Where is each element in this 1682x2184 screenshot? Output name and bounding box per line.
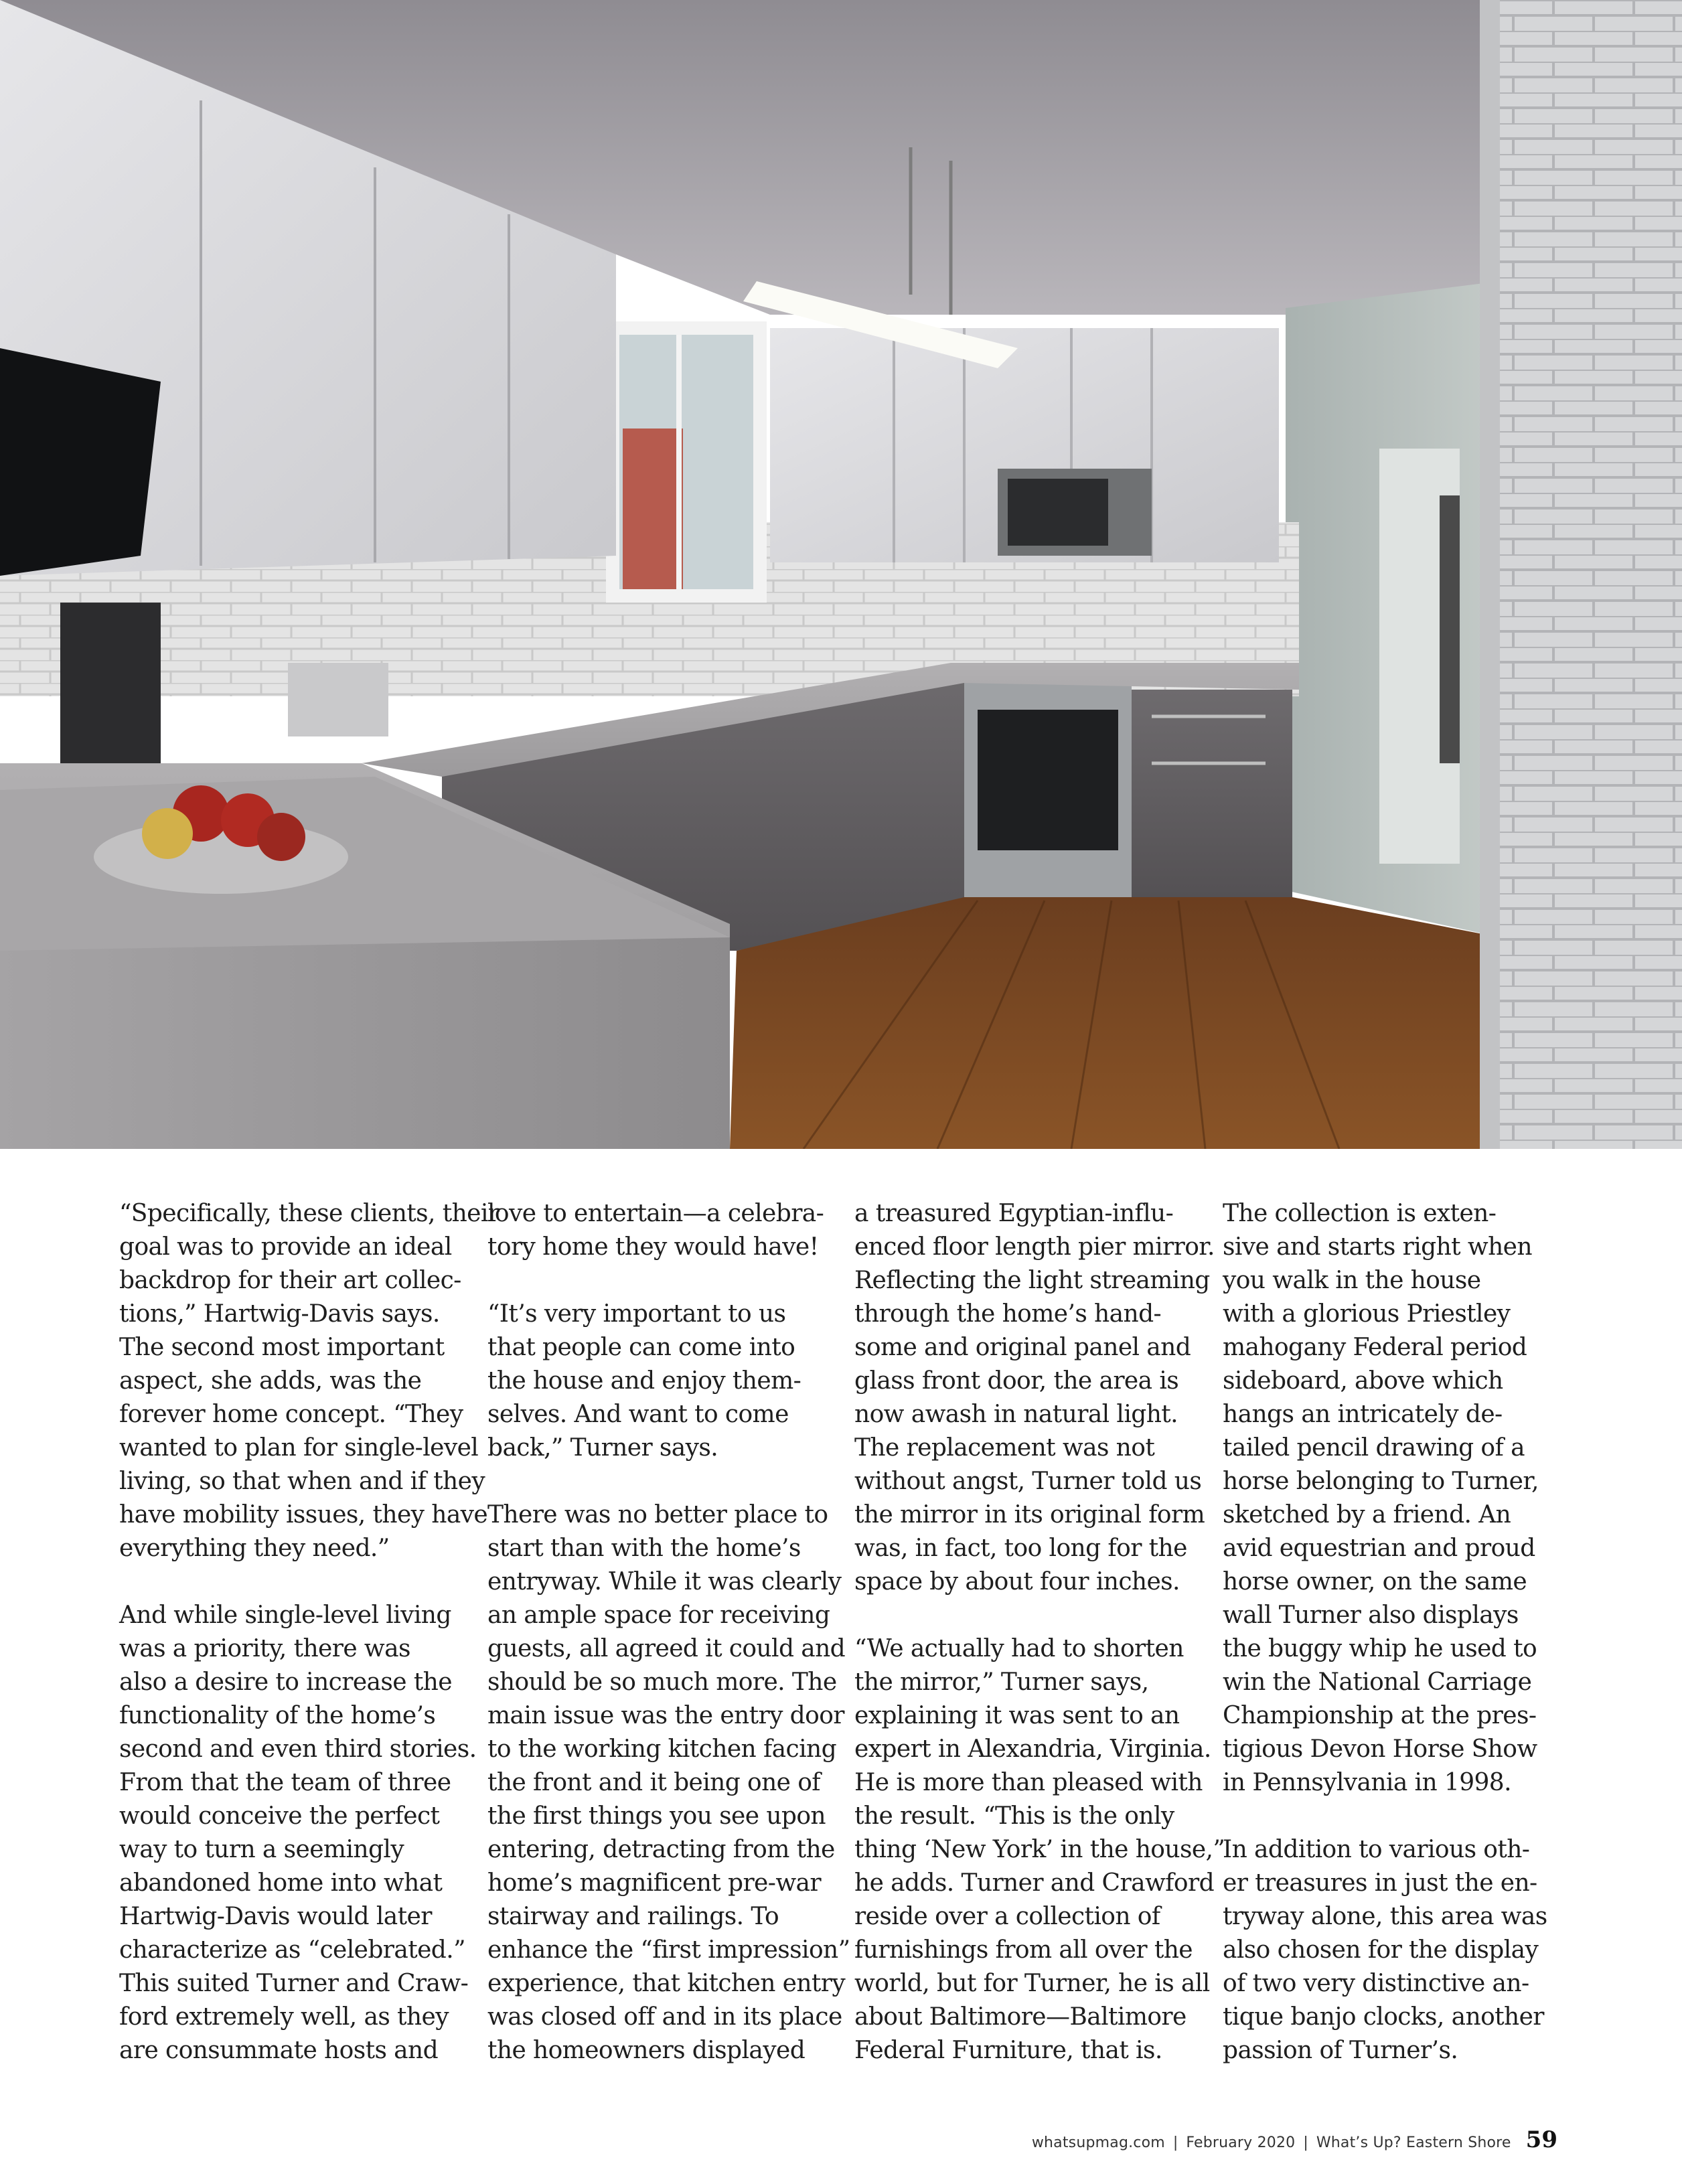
article-line: And while single-level living	[119, 1602, 451, 1629]
article-line: enhance the “first impression”	[487, 1936, 850, 1964]
article-line: sketched by a friend. An	[1223, 1501, 1511, 1529]
footer-separator: |	[1172, 2134, 1178, 2151]
article-line: tory home they would have!	[487, 1233, 819, 1261]
article-line: backdrop for their art collec-	[119, 1267, 461, 1294]
article-line: functionality of the home’s	[119, 1702, 436, 1729]
page-footer	[1032, 2126, 1557, 2153]
footer-publication: What’s Up? Eastern Shore	[1316, 2134, 1511, 2151]
article-line: the front and it being one of	[487, 1769, 821, 1796]
article-line: The replacement was not	[854, 1434, 1155, 1462]
article-line: selves. And want to come	[487, 1401, 789, 1428]
article-line: world, but for Turner, he is all	[854, 1970, 1210, 1997]
article-line: “Specifically, these clients, their	[119, 1200, 500, 1227]
article-line: back,” Turner says.	[487, 1434, 718, 1462]
article-line: would conceive the perfect	[119, 1802, 440, 1830]
article-line: about Baltimore—Baltimore	[854, 2003, 1187, 2031]
article-line: avid equestrian and proud	[1223, 1535, 1535, 1562]
article-line: a treasured Egyptian-influ-	[854, 1200, 1174, 1227]
article-line: he adds. Turner and Crawford	[854, 1869, 1215, 1897]
article-line: There was no better place to	[487, 1501, 828, 1529]
article-line: thing ‘New York’ in the house,”	[854, 1836, 1225, 1863]
article-line: of two very distinctive an-	[1223, 1970, 1529, 1997]
article-line: From that the team of three	[119, 1769, 451, 1796]
article-line: sideboard, above which	[1223, 1367, 1503, 1395]
article-line: main issue was the entry door	[487, 1702, 844, 1729]
article-column-1	[119, 1197, 500, 2068]
article-line: passion of Turner’s.	[1223, 2037, 1458, 2064]
article-line: He is more than pleased with	[854, 1769, 1203, 1796]
article-line: Reflecting the light streaming	[854, 1267, 1210, 1294]
article-paragraph	[487, 1197, 836, 1264]
article-line: the first things you see upon	[487, 1802, 826, 1830]
article-line: explaining it was sent to an	[854, 1702, 1180, 1729]
article-paragraph	[119, 1197, 500, 1565]
article-line: home’s magnificent pre-war	[487, 1869, 822, 1897]
article-line: In addition to various oth-	[1223, 1836, 1530, 1863]
article-line: everything they need.”	[119, 1535, 390, 1562]
article-line: way to turn a seemingly	[119, 1836, 404, 1863]
article-line: the homeowners displayed	[487, 2037, 806, 2064]
article-line: er treasures in just the en-	[1223, 1869, 1537, 1897]
article-line: The second most important	[119, 1334, 445, 1361]
article-paragraph	[119, 1599, 477, 2068]
article-line: enced floor length pier mirror.	[854, 1233, 1215, 1261]
article-paragraph	[487, 1298, 836, 1465]
article-line: ford extremely well, as they	[119, 2003, 449, 2031]
article-line: stairway and railings. To	[487, 1903, 779, 1930]
article-line: living, so that when and if they	[119, 1468, 485, 1495]
article-line: was, in fact, too long for the	[854, 1535, 1187, 1562]
article-line: the mirror,” Turner says,	[854, 1668, 1149, 1696]
article-line: also chosen for the display	[1223, 1936, 1539, 1964]
article-line: was a priority, there was	[119, 1635, 410, 1662]
article-line: should be so much more. The	[487, 1668, 837, 1696]
article-line: was closed off and in its place	[487, 2003, 842, 2031]
article-line: win the National Carriage	[1223, 1668, 1532, 1696]
article-line: Hartwig-Davis would later	[119, 1903, 432, 1930]
article-line: horse belonging to Turner,	[1223, 1468, 1539, 1495]
article-line: entryway. While it was clearly	[487, 1568, 842, 1595]
article-line: tions,” Hartwig-Davis says.	[119, 1300, 440, 1328]
article-column-3	[854, 1197, 1225, 2068]
article-line: have mobility issues, they have	[119, 1501, 488, 1529]
article-line: expert in Alexandria, Virginia.	[854, 1735, 1211, 1763]
article-line: The collection is exten-	[1223, 1200, 1497, 1227]
article-line: without angst, Turner told us	[854, 1468, 1202, 1495]
article-line: that people can come into	[487, 1334, 795, 1361]
article-line: love to entertain—a celebra-	[487, 1200, 824, 1227]
article-line: the buggy whip he used to	[1223, 1635, 1537, 1662]
article-line: furnishings from all over the	[854, 1936, 1193, 1964]
article-line: guests, all agreed it could and	[487, 1635, 846, 1662]
article-paragraph	[854, 1197, 1215, 1599]
article-line: tique banjo clocks, another	[1223, 2003, 1544, 2031]
article-line: wall Turner also displays	[1223, 1602, 1519, 1629]
article-line: with a glorious Priestley	[1223, 1300, 1511, 1328]
article-line: sive and starts right when	[1223, 1233, 1532, 1261]
article-line: the mirror in its original form	[854, 1501, 1205, 1529]
article-body	[0, 1197, 1682, 2068]
article-paragraph	[487, 1498, 850, 2068]
article-line: goal was to provide an ideal	[119, 1233, 452, 1261]
article-line: entering, detracting from the	[487, 1836, 835, 1863]
article-line: you walk in the house	[1223, 1267, 1481, 1294]
article-line: “It’s very important to us	[487, 1300, 786, 1328]
article-line: abandoned home into what	[119, 1869, 443, 1897]
article-line: horse owner, on the same	[1223, 1568, 1527, 1595]
article-line: reside over a collection of	[854, 1903, 1160, 1930]
article-line: also a desire to increase the	[119, 1668, 452, 1696]
article-line: now awash in natural light.	[854, 1401, 1178, 1428]
article-line: hangs an intricately de-	[1223, 1401, 1503, 1428]
article-line: the house and enjoy them-	[487, 1367, 801, 1395]
page-number: 59	[1525, 2126, 1557, 2153]
article-line: “We actually had to shorten	[854, 1635, 1184, 1662]
article-line: the result. “This is the only	[854, 1802, 1174, 1830]
article-line: experience, that kitchen entry	[487, 1970, 846, 1997]
article-paragraph	[1223, 1833, 1571, 2068]
article-line: tailed pencil drawing of a	[1223, 1434, 1525, 1462]
article-line: aspect, she adds, was the	[119, 1367, 422, 1395]
article-line: to the working kitchen facing	[487, 1735, 837, 1763]
article-column-4	[1223, 1197, 1571, 2068]
article-line: some and original panel and	[854, 1334, 1191, 1361]
article-column-2	[487, 1197, 850, 2068]
article-line: wanted to plan for single-level	[119, 1434, 479, 1462]
article-line: tryway alone, this area was	[1223, 1903, 1547, 1930]
article-line: start than with the home’s	[487, 1535, 801, 1562]
article-line: Championship at the pres-	[1223, 1702, 1537, 1729]
article-paragraph	[1223, 1197, 1571, 1800]
article-line: are consummate hosts and	[119, 2037, 439, 2064]
article-line: forever home concept. “They	[119, 1401, 463, 1428]
article-line: characterize as “celebrated.”	[119, 1936, 465, 1964]
article-line: mahogany Federal period	[1223, 1334, 1527, 1361]
footer-website: whatsupmag.com	[1031, 2134, 1165, 2151]
article-line: through the home’s hand-	[854, 1300, 1162, 1328]
article-paragraph	[854, 1632, 1225, 2068]
article-line: an ample space for receiving	[487, 1602, 830, 1629]
article-line: tigious Devon Horse Show	[1223, 1735, 1537, 1763]
footer-separator: |	[1303, 2134, 1308, 2151]
article-line: Federal Furniture, that is.	[854, 2037, 1162, 2064]
article-line: glass front door, the area is	[854, 1367, 1179, 1395]
article-line: in Pennsylvania in 1998.	[1223, 1769, 1511, 1796]
article-line: This suited Turner and Craw-	[119, 1970, 469, 1997]
footer-issue: February 2020	[1186, 2134, 1296, 2151]
article-line: space by about four inches.	[854, 1568, 1180, 1595]
article-line: second and even third stories.	[119, 1735, 477, 1763]
